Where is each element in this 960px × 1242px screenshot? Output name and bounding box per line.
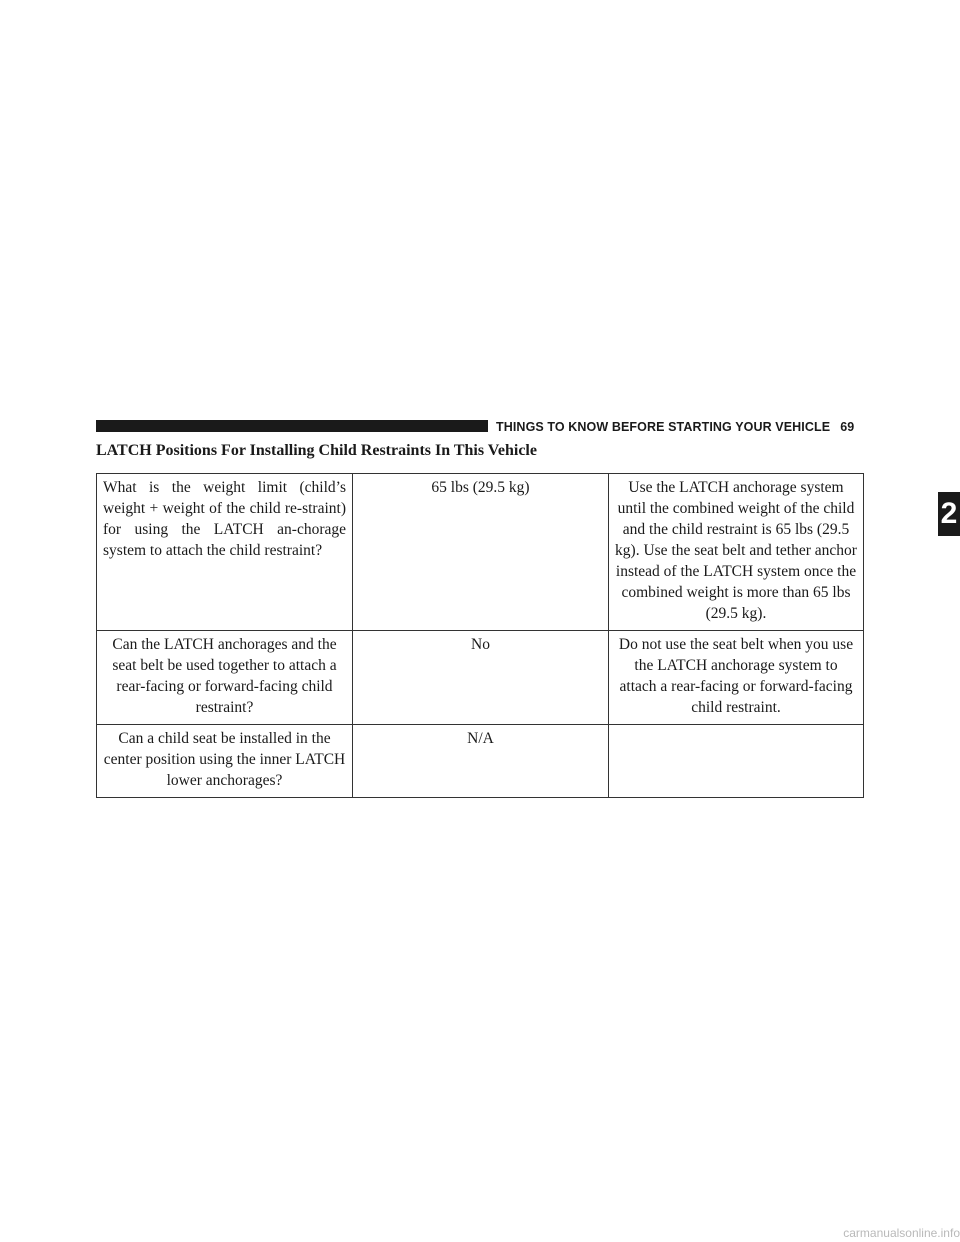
latch-table [96,473,864,798]
chapter-tab: 2 [938,492,960,536]
page-number: 69 [840,420,855,434]
note-cell [609,725,864,798]
header-rule [96,420,488,432]
question-cell: Can the LATCH anchorages and the seat belt be used together to attach a rear-facing or forward-facing child restraint? [97,631,353,725]
note-cell: Use the LATCH anchorage system until the combined weight of the child and the child restraint is 65 lbs (29.5 kg). Use the seat belt and tether anchor instead of the LATCH system once the combined weight is more than 65 lbs (29.5 kg). [609,474,864,631]
running-header-title: THINGS TO KNOW BEFORE STARTING YOUR VEHICLE [496,420,831,434]
section-heading: LATCH Positions For Installing Child Restraints In This Vehicle [96,442,537,459]
answer-cell: 65 lbs (29.5 kg) [353,474,609,631]
note-cell: Do not use the seat belt when you use the LATCH anchorage system to attach a rear-facing or forward-facing child restraint. [609,631,864,725]
answer-cell: No [353,631,609,725]
question-cell: What is the weight limit (child’s weight + weight of the child re-straint) for using the LATCH an-chorage system to attach the child restraint? [97,474,353,631]
table-row [97,725,864,798]
table-row [97,631,864,725]
answer-cell: N/A [353,725,609,798]
watermark-text: carmanualsonline.info [843,1226,960,1240]
question-cell: Can a child seat be installed in the center position using the inner LATCH lower anchorages? [97,725,353,798]
running-header [496,418,868,436]
table-row [97,474,864,631]
